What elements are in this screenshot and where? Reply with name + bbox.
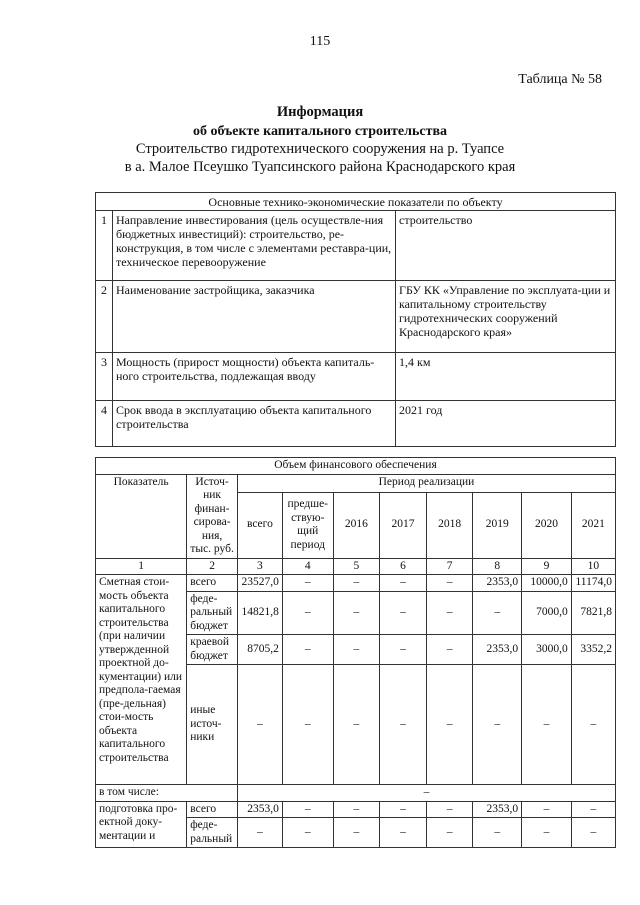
table-number: Таблица № 58 (518, 72, 602, 87)
value-cell: – (380, 818, 427, 848)
prep-label: подготовка про-ектной доку-ментации и (96, 801, 187, 848)
value-cell: – (522, 801, 572, 818)
object-name-line-2: в а. Малое Псеушко Туапсинского района Краснодарского края (124, 159, 516, 175)
value-cell: 11174,0 (571, 575, 615, 592)
value-cell: – (473, 591, 522, 635)
column-number-row (96, 558, 616, 575)
indicator-row (96, 401, 616, 447)
value-cell: – (522, 665, 572, 785)
col-year-header: 2019 (473, 492, 522, 558)
value-cell: – (426, 665, 473, 785)
value-cell: – (237, 818, 282, 848)
indicators-table (95, 192, 616, 447)
value-cell: – (333, 665, 380, 785)
indicator-value: 1,4 км (396, 353, 616, 401)
indicator-number: 3 (96, 353, 113, 401)
indicator-label: Мощность (прирост мощности) объекта капиталь-ного строительства, подлежащая вводу (113, 353, 396, 401)
source-cell: краевой бюджет (187, 635, 238, 665)
value-cell: – (282, 665, 333, 785)
value-cell: – (380, 591, 427, 635)
col-number: 2 (187, 558, 238, 575)
value-cell: – (426, 591, 473, 635)
col-source-header: Источ-ник финан-сирова-ния, тыс. руб. (187, 474, 238, 558)
value-cell: – (380, 575, 427, 592)
source-cell: иные источ-ники (187, 665, 238, 785)
col-year-header: 2020 (522, 492, 572, 558)
col-year-header: 2021 (571, 492, 615, 558)
value-cell: – (571, 665, 615, 785)
col-number: 3 (237, 558, 282, 575)
col-number: 4 (282, 558, 333, 575)
indicator-number: 2 (96, 281, 113, 353)
source-cell: феде-ральный бюджет (187, 591, 238, 635)
value-cell: 3000,0 (522, 635, 572, 665)
indicator-label: Наименование застройщика, заказчика (113, 281, 396, 353)
value-cell: – (426, 635, 473, 665)
value-cell: – (237, 665, 282, 785)
table-row (96, 785, 616, 802)
value-cell: – (571, 801, 615, 818)
col-number: 10 (571, 558, 615, 575)
value-cell: 23527,0 (237, 575, 282, 592)
document-title: Информация (276, 104, 364, 120)
indicator-value: ГБУ КК «Управление по эксплуата-ции и капитальному строительству гидротехнических сооружений Краснодарского края» (396, 281, 616, 353)
value-cell: – (380, 665, 427, 785)
value-cell: 2353,0 (473, 635, 522, 665)
finance-header: Объем финансового обеспечения (96, 458, 616, 475)
value-cell: 7821,8 (571, 591, 615, 635)
col-number: 9 (522, 558, 572, 575)
value-cell: – (282, 635, 333, 665)
col-year-header: 2018 (426, 492, 473, 558)
col-number: 7 (426, 558, 473, 575)
value-cell: – (333, 801, 380, 818)
estimate-label: Сметная стои-мость объекта капитального строительства (при наличии утвержденной проектной до-кументации) или предпола-гаемая (пре-дельная) стои-мость объекта капитального строительства (96, 575, 187, 785)
value-cell: – (380, 801, 427, 818)
col-year-header: 2017 (380, 492, 427, 558)
value-cell: – (426, 818, 473, 848)
value-cell: – (333, 591, 380, 635)
value-cell: – (333, 575, 380, 592)
indicator-number: 4 (96, 401, 113, 447)
col-number: 5 (333, 558, 380, 575)
value-cell: – (522, 818, 572, 848)
value-cell: 2353,0 (473, 801, 522, 818)
col-prev-header: предше-ствую-щий период (282, 492, 333, 558)
value-cell: 8705,2 (237, 635, 282, 665)
indicator-row (96, 281, 616, 353)
table-row (96, 801, 616, 818)
col-total-header: всего (237, 492, 282, 558)
col-number: 1 (96, 558, 187, 575)
col-year-header: 2016 (333, 492, 380, 558)
value-cell: – (282, 818, 333, 848)
col-period-header: Период реализации (237, 474, 615, 492)
value-cell: – (473, 665, 522, 785)
indicators-header: Основные технико-экономические показатели по объекту (96, 193, 616, 211)
source-cell: феде-ральный (187, 818, 238, 848)
value-cell: – (380, 635, 427, 665)
col-number: 8 (473, 558, 522, 575)
value-cell: – (426, 801, 473, 818)
value-cell: – (571, 818, 615, 848)
source-cell: всего (187, 801, 238, 818)
indicator-row (96, 353, 616, 401)
value-cell: – (426, 575, 473, 592)
col-indicator-header: Показатель (96, 474, 187, 558)
value-cell: 14821,8 (237, 591, 282, 635)
value-cell: 10000,0 (522, 575, 572, 592)
including-dash: – (237, 785, 615, 802)
value-cell: – (282, 591, 333, 635)
col-number: 6 (380, 558, 427, 575)
indicator-row (96, 211, 616, 281)
indicator-value: строительство (396, 211, 616, 281)
indicator-label: Срок ввода в эксплуатацию объекта капитального строительства (113, 401, 396, 447)
value-cell: 7000,0 (522, 591, 572, 635)
page-number: 115 (309, 34, 331, 49)
indicator-number: 1 (96, 211, 113, 281)
value-cell: – (282, 575, 333, 592)
value-cell: 3352,2 (571, 635, 615, 665)
finance-table (95, 457, 616, 848)
indicator-label: Направление инвестирования (цель осуществле-ния бюджетных инвестиций): строительство, ре-конструкция, в том числе с элементами реставра-ции, техническое перевооружение (113, 211, 396, 281)
table-row (96, 575, 616, 592)
value-cell: – (282, 801, 333, 818)
value-cell: – (333, 818, 380, 848)
source-cell: всего (187, 575, 238, 592)
indicator-value: 2021 год (396, 401, 616, 447)
value-cell: – (333, 635, 380, 665)
including-label: в том числе: (96, 785, 238, 802)
value-cell: 2353,0 (473, 575, 522, 592)
object-name-line-1: Строительство гидротехнического сооружения на р. Туапсе (135, 141, 505, 157)
value-cell: – (473, 818, 522, 848)
value-cell: 2353,0 (237, 801, 282, 818)
document-subtitle: об объекте капитального строительства (192, 124, 448, 139)
